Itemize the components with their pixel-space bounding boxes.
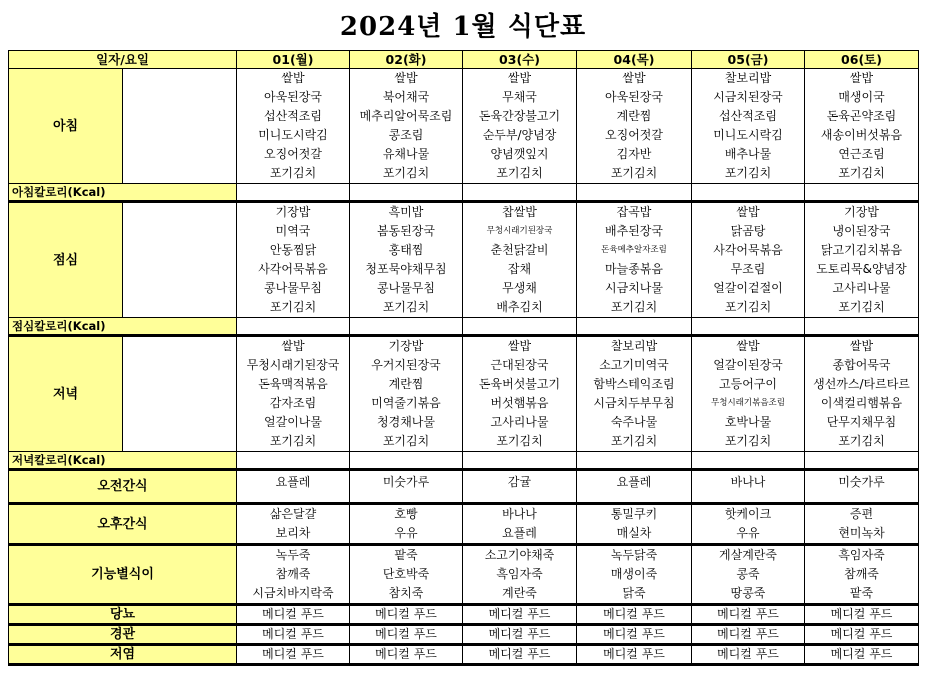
afternoon-snack-cell: [692, 504, 805, 545]
menu-item: 돈육버섯불고기: [478, 377, 561, 391]
menu-item: 닭고기김치볶음: [820, 243, 903, 257]
morning-snack-label: 오전간식: [9, 470, 237, 504]
afternoon-snack-label: 오후간식: [9, 504, 237, 545]
dinner-kcal-row: [9, 452, 919, 470]
lunch-menu-cell: [463, 202, 577, 318]
breakfast-menu-cell: [463, 69, 577, 184]
menu-item: 시금치나물: [605, 281, 663, 295]
dinner-blank-cell: [123, 336, 237, 452]
menu-item: 포기김치: [610, 434, 658, 448]
menu-item: 찰보리밥: [724, 71, 772, 85]
special-diet-cell: [805, 545, 919, 605]
dinner-kcal-value: [463, 452, 577, 470]
menu-item: 콩나물무침: [377, 281, 435, 295]
menu-item: 돈육메추알자조림: [601, 245, 667, 255]
breakfast-kcal-value: [805, 184, 919, 202]
diet-label: 경관: [9, 625, 237, 645]
dinner-menu-cell: [463, 336, 577, 452]
menu-item: 계란죽: [502, 586, 537, 600]
menu-item: 게살계란죽: [719, 548, 777, 562]
menu-item: 아욱된장국: [264, 90, 322, 104]
menu-item: 콩나물무침: [264, 281, 322, 295]
menu-item: 유채나물: [382, 147, 430, 161]
menu-item: 메추리알어묵조림: [359, 109, 453, 123]
menu-item: 단무지채무침: [826, 415, 897, 429]
breakfast-kcal-value: [237, 184, 350, 202]
menu-item: 새송이버섯볶음: [820, 128, 903, 142]
menu-item: 양념깻잎지: [490, 147, 549, 161]
diet-value: 메디컬 푸드: [692, 645, 805, 665]
menu-item: 삶은달걀: [269, 507, 317, 521]
menu-item: 돈육곤약조림: [826, 109, 897, 123]
menu-item: 미숫가루: [838, 475, 885, 489]
menu-item: 숙주나물: [610, 415, 658, 429]
diet-value: 메디컬 푸드: [350, 625, 463, 645]
menu-item: 냉이된장국: [832, 224, 891, 238]
special-diet-row: [9, 545, 919, 605]
menu-item: 흑임자죽: [496, 567, 543, 581]
breakfast-kcal-value: [577, 184, 692, 202]
diet-value: 메디컬 푸드: [463, 605, 577, 625]
breakfast-menu-cell: [692, 69, 805, 184]
menu-item: 홍태찜: [388, 243, 424, 257]
menu-item: 포기김치: [838, 300, 885, 314]
menu-item: 얼갈이나물: [264, 415, 322, 429]
menu-item: 무조림: [730, 262, 766, 276]
breakfast-kcal-label: 아침칼로리(Kcal): [9, 184, 237, 202]
menu-item: 보리차: [275, 526, 311, 540]
menu-item: 포기김치: [269, 166, 317, 180]
menu-item: 종합어묵국: [832, 358, 891, 372]
menu-item: 북어채국: [382, 90, 430, 104]
header-row: [9, 51, 919, 69]
special-diet-cell: [577, 545, 692, 605]
menu-item: 포기김치: [838, 166, 885, 180]
dinner-menu-cell: [237, 336, 350, 452]
diet-value: 메디컬 푸드: [350, 645, 463, 665]
diet-row: [9, 625, 919, 645]
breakfast-menu-cell: [350, 69, 463, 184]
menu-item: 바나나: [730, 475, 766, 489]
menu-item: 잡채: [507, 262, 532, 276]
menu-item: 계란찜: [616, 109, 652, 123]
menu-item: 흑미밥: [388, 205, 424, 219]
menu-table: [8, 50, 919, 666]
diet-value: 메디컬 푸드: [463, 645, 577, 665]
diet-value: 메디컬 푸드: [577, 645, 692, 665]
menu-item: 미숫가루: [382, 475, 430, 489]
menu-item: 기장밥: [275, 205, 311, 219]
diet-value: 메디컬 푸드: [577, 605, 692, 625]
menu-item: 쌀밥: [507, 71, 532, 85]
breakfast-blank-cell: [123, 69, 237, 184]
menu-item: 봄동된장국: [377, 224, 435, 238]
afternoon-snack-cell: [805, 504, 919, 545]
menu-item: 포기김치: [382, 166, 430, 180]
breakfast-menu-cell: [237, 69, 350, 184]
menu-item: 포기김치: [269, 434, 317, 448]
breakfast-menu-cell: [577, 69, 692, 184]
menu-item: 아욱된장국: [605, 90, 663, 104]
menu-item: 쌀밥: [736, 339, 760, 353]
breakfast-label: 아침: [9, 69, 123, 184]
breakfast-menu-cell: [805, 69, 919, 184]
dinner-kcal-value: [350, 452, 463, 470]
menu-item: 우유: [394, 526, 418, 540]
menu-item: 매생이죽: [610, 567, 658, 581]
dinner-kcal-value: [805, 452, 919, 470]
menu-item: 미역줄기볶음: [371, 396, 441, 410]
menu-item: 배추김치: [496, 300, 543, 314]
diet-value: 메디컬 푸드: [463, 625, 577, 645]
menu-item: 쌀밥: [849, 71, 874, 85]
menu-item: 우유: [736, 526, 760, 540]
menu-item: 쌀밥: [507, 339, 532, 353]
menu-item: 매실차: [616, 526, 652, 540]
diet-value: 메디컬 푸드: [805, 645, 919, 665]
menu-item: 미역국: [275, 224, 311, 238]
menu-item: 참깨죽: [275, 567, 311, 581]
diet-row: [9, 645, 919, 665]
dinner-row: [9, 336, 919, 452]
menu-item: 무청시래기볶음조림: [711, 398, 785, 408]
dinner-menu-cell: [692, 336, 805, 452]
afternoon-snack-cell: [350, 504, 463, 545]
menu-item: 포기김치: [724, 300, 772, 314]
menu-item: 녹두죽: [275, 548, 311, 562]
menu-item: 통밀쿠키: [610, 507, 658, 521]
menu-item: 증편: [849, 507, 874, 521]
menu-item: 청경채나물: [377, 415, 435, 429]
breakfast-row: [9, 69, 919, 184]
diet-value: 메디컬 푸드: [237, 605, 350, 625]
menu-item: 녹두닭죽: [610, 548, 658, 562]
menu-item: 돈육간장불고기: [478, 109, 561, 123]
diet-value: 메디컬 푸드: [577, 625, 692, 645]
menu-item: 섭산적조림: [264, 109, 322, 123]
morning-snack-cell: [237, 470, 350, 504]
menu-item: 호박나물: [724, 415, 772, 429]
menu-item: 기장밥: [844, 205, 879, 219]
header-corner: 일자/요일: [9, 51, 237, 69]
diet-value: 메디컬 푸드: [805, 605, 919, 625]
menu-item: 소고기미역국: [599, 358, 669, 372]
menu-item: 쌀밥: [281, 339, 305, 353]
lunch-kcal-value: [805, 318, 919, 336]
lunch-blank-cell: [123, 202, 237, 318]
diet-value: 메디컬 푸드: [350, 605, 463, 625]
menu-item: 포기김치: [496, 434, 543, 448]
menu-item: 우거지된장국: [371, 358, 441, 372]
menu-item: 미니도시락김: [258, 128, 328, 142]
lunch-menu-cell: [237, 202, 350, 318]
afternoon-snack-cell: [463, 504, 577, 545]
breakfast-kcal-value: [350, 184, 463, 202]
dinner-kcal-label: 저녁칼로리(Kcal): [9, 452, 237, 470]
menu-item: 순두부/양념장: [482, 128, 557, 142]
diet-value: 메디컬 푸드: [692, 625, 805, 645]
lunch-row: [9, 202, 919, 318]
page-title: 2024년 1월 식단표: [339, 12, 587, 42]
menu-item: 포기김치: [838, 434, 885, 448]
morning-snack-cell: [577, 470, 692, 504]
day-header: 02(화): [350, 51, 463, 69]
dinner-kcal-value: [237, 452, 350, 470]
breakfast-kcal-row: [9, 184, 919, 202]
menu-item: 얼갈이된장국: [713, 358, 783, 372]
day-header: 04(목): [577, 51, 692, 69]
menu-item: 무청시래기된장국: [246, 358, 340, 372]
menu-item: 오징어젓갈: [264, 147, 322, 161]
special-diet-cell: [463, 545, 577, 605]
menu-item: 김자반: [616, 147, 652, 161]
menu-item: 이색컬리햄볶음: [820, 396, 903, 410]
lunch-label: 점심: [9, 202, 123, 318]
menu-item: 요플레: [275, 475, 311, 489]
menu-item: 흑임자죽: [838, 548, 885, 562]
menu-item: 찰보리밥: [610, 339, 658, 353]
dinner-menu-cell: [805, 336, 919, 452]
menu-item: 포기김치: [610, 300, 658, 314]
menu-item: 시금치두부무침: [593, 396, 675, 410]
lunch-menu-cell: [692, 202, 805, 318]
diet-value: 메디컬 푸드: [237, 645, 350, 665]
menu-item: 오징어젓갈: [605, 128, 663, 142]
morning-snack-cell: [350, 470, 463, 504]
menu-item: 포기김치: [724, 166, 772, 180]
special-diet-cell: [237, 545, 350, 605]
menu-item: 포기김치: [724, 434, 772, 448]
menu-item: 근대된장국: [490, 358, 549, 372]
menu-item: 안동찜닭: [269, 243, 317, 257]
menu-item: 소고기야채죽: [484, 548, 555, 562]
menu-item: 콩죽: [736, 567, 760, 581]
menu-item: 계란찜: [388, 377, 424, 391]
menu-item: 감자조림: [269, 396, 317, 410]
menu-item: 팥죽: [849, 586, 874, 600]
menu-item: 춘천닭갈비: [490, 243, 549, 257]
special-diet-label: 기능별식이: [9, 545, 237, 605]
breakfast-kcal-value: [692, 184, 805, 202]
menu-item: 배추나물: [724, 147, 772, 161]
menu-item: 닭곰탕: [730, 224, 766, 238]
special-diet-cell: [350, 545, 463, 605]
menu-item: 현미녹차: [838, 526, 885, 540]
menu-item: 핫케이크: [724, 507, 772, 521]
lunch-kcal-value: [463, 318, 577, 336]
menu-item: 생선까스/타르타르: [813, 377, 910, 391]
menu-item: 잡곡밥: [616, 205, 652, 219]
menu-item: 섭산적조림: [719, 109, 777, 123]
menu-item: 참치죽: [388, 586, 424, 600]
menu-item: 돈육맥적볶음: [258, 377, 328, 391]
menu-item: 사각어묵볶음: [713, 243, 783, 257]
lunch-kcal-value: [237, 318, 350, 336]
dinner-label: 저녁: [9, 336, 123, 452]
afternoon-snack-cell: [237, 504, 350, 545]
menu-item: 땅콩죽: [730, 586, 766, 600]
morning-snack-cell: [692, 470, 805, 504]
diet-value: 메디컬 푸드: [692, 605, 805, 625]
diet-row: [9, 605, 919, 625]
menu-item: 무생채: [502, 281, 537, 295]
menu-item: 쌀밥: [849, 339, 874, 353]
lunch-menu-cell: [577, 202, 692, 318]
menu-item: 함박스테익조림: [593, 377, 675, 391]
diet-label: 저염: [9, 645, 237, 665]
menu-item: 포기김치: [496, 166, 543, 180]
day-header: 03(수): [463, 51, 577, 69]
menu-item: 연근조림: [838, 147, 885, 161]
diet-value: 메디컬 푸드: [237, 625, 350, 645]
menu-item: 찹쌀밥: [502, 205, 537, 219]
menu-item: 닭죽: [622, 586, 646, 600]
afternoon-snack-cell: [577, 504, 692, 545]
menu-item: 바나나: [502, 507, 537, 521]
menu-item: 쌀밥: [622, 71, 646, 85]
menu-item: 고사리나물: [832, 281, 891, 295]
lunch-kcal-value: [577, 318, 692, 336]
menu-item: 요플레: [616, 475, 652, 489]
menu-item: 마늘종볶음: [605, 262, 663, 276]
afternoon-snack-row: [9, 504, 919, 545]
lunch-kcal-value: [692, 318, 805, 336]
menu-item: 얼갈이겉절이: [713, 281, 783, 295]
diet-value: 메디컬 푸드: [805, 625, 919, 645]
breakfast-kcal-value: [463, 184, 577, 202]
menu-item: 호빵: [394, 507, 418, 521]
menu-item: 시금치된장국: [713, 90, 783, 104]
menu-item: 청포묵야채무침: [365, 262, 447, 276]
menu-item: 시금치바지락죽: [252, 586, 334, 600]
menu-item: 도토리묵&양념장: [816, 262, 907, 276]
menu-item: 포기김치: [610, 166, 658, 180]
menu-item: 버섯햄볶음: [490, 396, 549, 410]
menu-item: 참깨죽: [844, 567, 879, 581]
day-header: 01(월): [237, 51, 350, 69]
menu-item: 매생이국: [838, 90, 885, 104]
dinner-menu-cell: [577, 336, 692, 452]
menu-item: 포기김치: [269, 300, 317, 314]
menu-item: 무채국: [502, 90, 537, 104]
menu-item: 포기김치: [382, 434, 430, 448]
menu-item: 사각어묵볶음: [258, 262, 328, 276]
menu-item: 고등어구이: [719, 377, 777, 391]
menu-item: 고사리나물: [490, 415, 549, 429]
morning-snack-row: [9, 470, 919, 504]
lunch-menu-cell: [350, 202, 463, 318]
menu-item: 배추된장국: [605, 224, 663, 238]
menu-item: 감귤: [507, 475, 532, 489]
morning-snack-cell: [463, 470, 577, 504]
menu-item: 포기김치: [382, 300, 430, 314]
menu-item: 쌀밥: [394, 71, 418, 85]
menu-item: 팥죽: [394, 548, 418, 562]
menu-item: 미니도시락김: [713, 128, 783, 142]
menu-item: 기장밥: [388, 339, 424, 353]
dinner-kcal-value: [577, 452, 692, 470]
menu-item: 콩조림: [388, 128, 424, 142]
lunch-kcal-row: [9, 318, 919, 336]
special-diet-cell: [692, 545, 805, 605]
menu-item: 무청시래기된장국: [486, 226, 553, 236]
lunch-kcal-label: 점심칼로리(Kcal): [9, 318, 237, 336]
dinner-menu-cell: [350, 336, 463, 452]
morning-snack-cell: [805, 470, 919, 504]
menu-item: 요플레: [502, 526, 537, 540]
diet-label: 당뇨: [9, 605, 237, 625]
lunch-kcal-value: [350, 318, 463, 336]
day-header: 06(토): [805, 51, 919, 69]
lunch-menu-cell: [805, 202, 919, 318]
menu-item: 쌀밥: [736, 205, 760, 219]
day-header: 05(금): [692, 51, 805, 69]
menu-item: 쌀밥: [281, 71, 305, 85]
menu-item: 단호박죽: [382, 567, 430, 581]
dinner-kcal-value: [692, 452, 805, 470]
